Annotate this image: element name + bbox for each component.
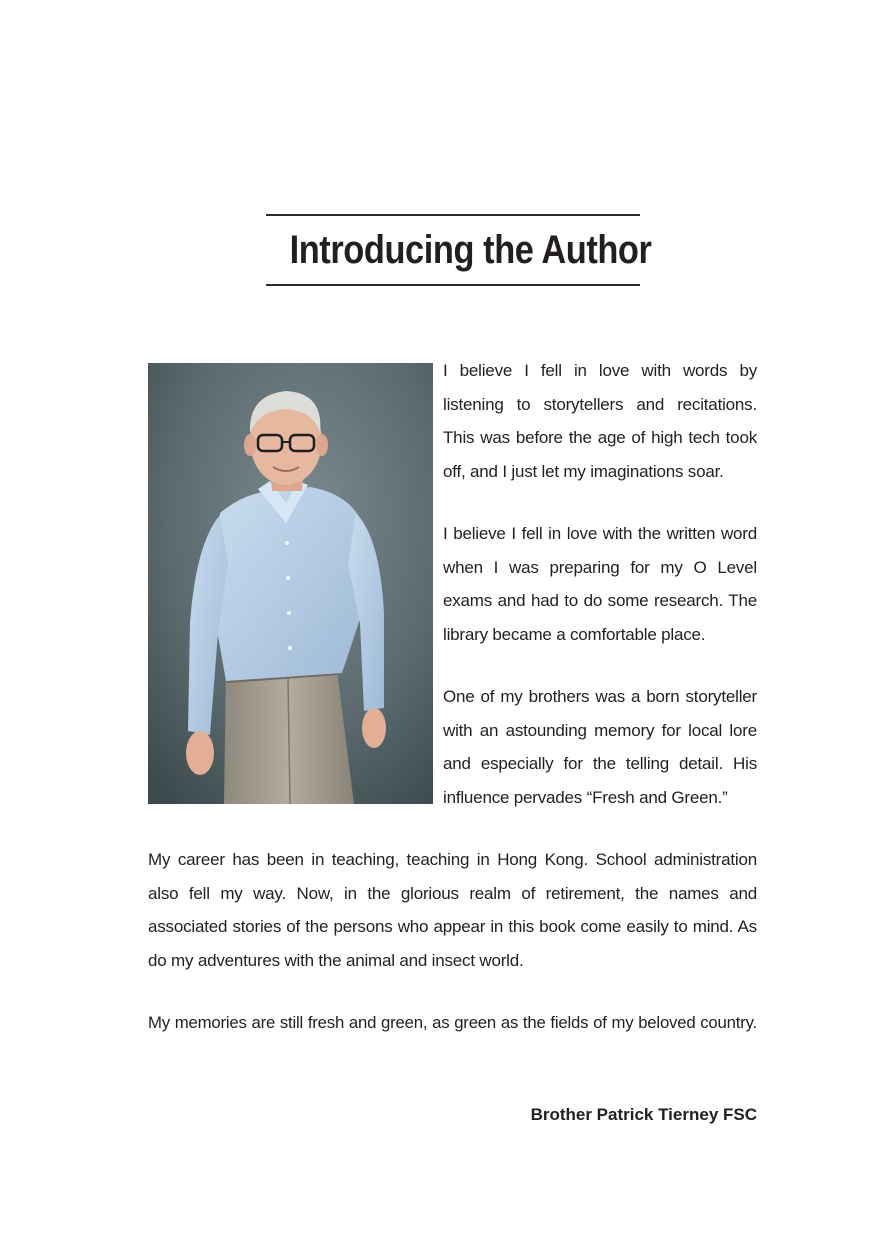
paragraph-line: off, and I just let my imaginations soar. — [443, 461, 724, 481]
paragraph-line: and especially for the telling detail. His — [443, 754, 757, 773]
paragraph-line: listening to storytellers and recitations. — [443, 394, 757, 414]
paragraph-5 — [148, 1006, 757, 1040]
paragraph-line: My career has been in teaching, teaching in Hong Kong. School administration — [148, 850, 757, 869]
paragraph-3 — [443, 680, 757, 814]
paragraph-line: My memories are still fresh and green, as green as the fields of my beloved country. — [148, 1013, 757, 1032]
paragraph-line: I believe I fell in love with the written word — [443, 524, 757, 543]
author-portrait-illustration — [148, 363, 433, 804]
paragraph-1 — [443, 354, 757, 488]
title-block — [263, 214, 652, 288]
paragraph-2 — [443, 517, 757, 651]
paragraph-line: I believe I fell in love with words by — [443, 361, 757, 380]
paragraph-line: One of my brothers was a born storyteller — [443, 687, 757, 706]
author-signature: Brother Patrick Tierney FSC — [530, 1105, 757, 1124]
paragraph-line: exams and had to do some research. The — [443, 591, 757, 610]
title-bottom-rule — [266, 284, 640, 286]
author-portrait-photo — [148, 363, 433, 804]
page-title: Introducing the Author — [289, 228, 652, 272]
paragraph-line: do my adventures with the animal and insect world. — [148, 950, 524, 970]
paragraph-line: influence pervades “Fresh and Green.” — [443, 787, 728, 807]
title-top-rule — [266, 214, 640, 216]
paragraph-line: also fell my way. Now, in the glorious realm of retirement, the names and — [148, 883, 757, 903]
paragraph-line: when I was preparing for my O Level — [443, 557, 757, 577]
paragraph-4 — [148, 843, 757, 977]
paragraph-line: This was before the age of high tech took — [443, 428, 757, 447]
paragraph-line: with an astounding memory for local lore — [443, 720, 757, 740]
paragraph-line: library became a comfortable place. — [443, 624, 706, 644]
paragraph-line: associated stories of the persons who appear in this book come easily to mind. As — [148, 917, 757, 936]
